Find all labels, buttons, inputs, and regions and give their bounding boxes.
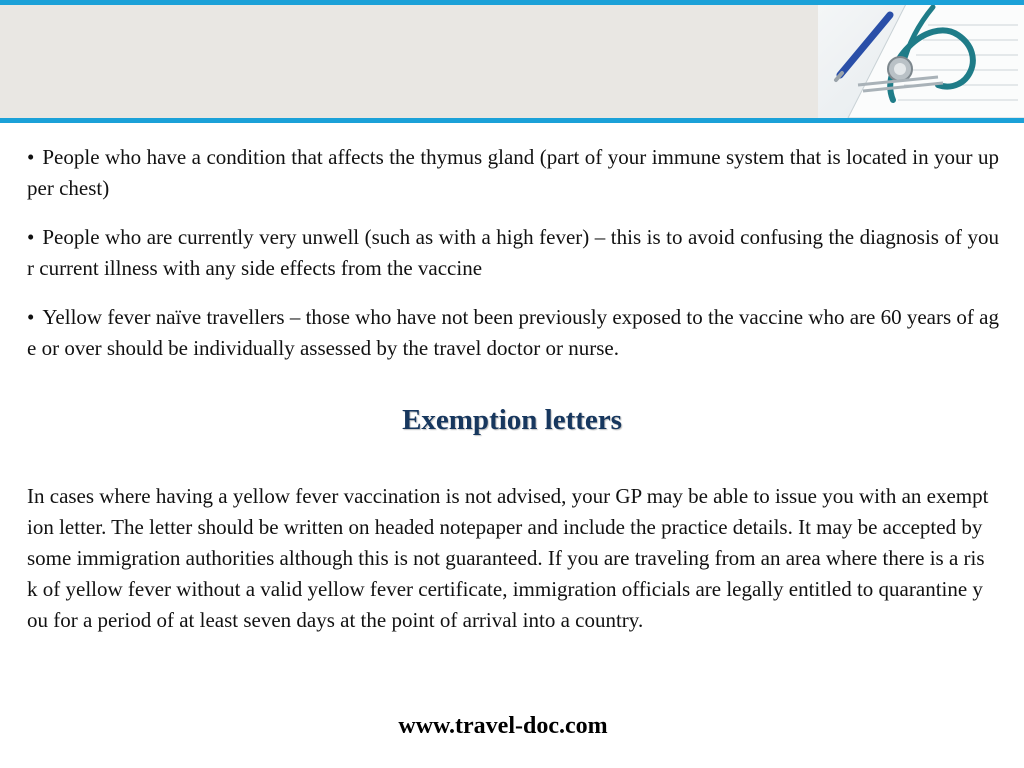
bullet-marker: • [27,145,35,169]
bullet-text: People who are currently very unwell (such as with a high fever) – this is to avoid confusing the diagnosis of your current illness with any side effects from the vaccine [27,225,999,280]
bullet-text: People who have a condition that affects the thymus gland (part of your immune system that is located in your upper chest) [27,145,999,200]
header-divider [0,118,1024,123]
bullet-marker: • [27,225,35,249]
bullet-item [27,302,999,364]
bullet-marker: • [27,305,35,329]
bullet-text: Yellow fever naïve travellers – those who have not been previously exposed to the vaccine who are 60 years of age or over should be individually assessed by the travel doctor or nurse. [27,305,999,360]
bullet-item [27,142,999,204]
stethoscope-pen-document-icon [818,5,1024,118]
bullet-item [27,222,999,284]
header-image [818,5,1024,118]
exemption-paragraph: In cases where having a yellow fever vaccination is not advised, your GP may be able to issue you with an exemption letter. The letter should be written on headed notepaper and include the practice details. It may be accepted by some immigration authorities although this is not guaranteed. If you are traveling from an area where there is a risk of yellow fever without a valid yellow fever certificate, immigration officials are legally entitled to quarantine you for a period of at least seven days at the point of arrival into a country. [27,484,989,632]
footer-website-link[interactable]: www.travel-doc.com [398,713,608,739]
section-title: Exemption letters [402,404,622,436]
